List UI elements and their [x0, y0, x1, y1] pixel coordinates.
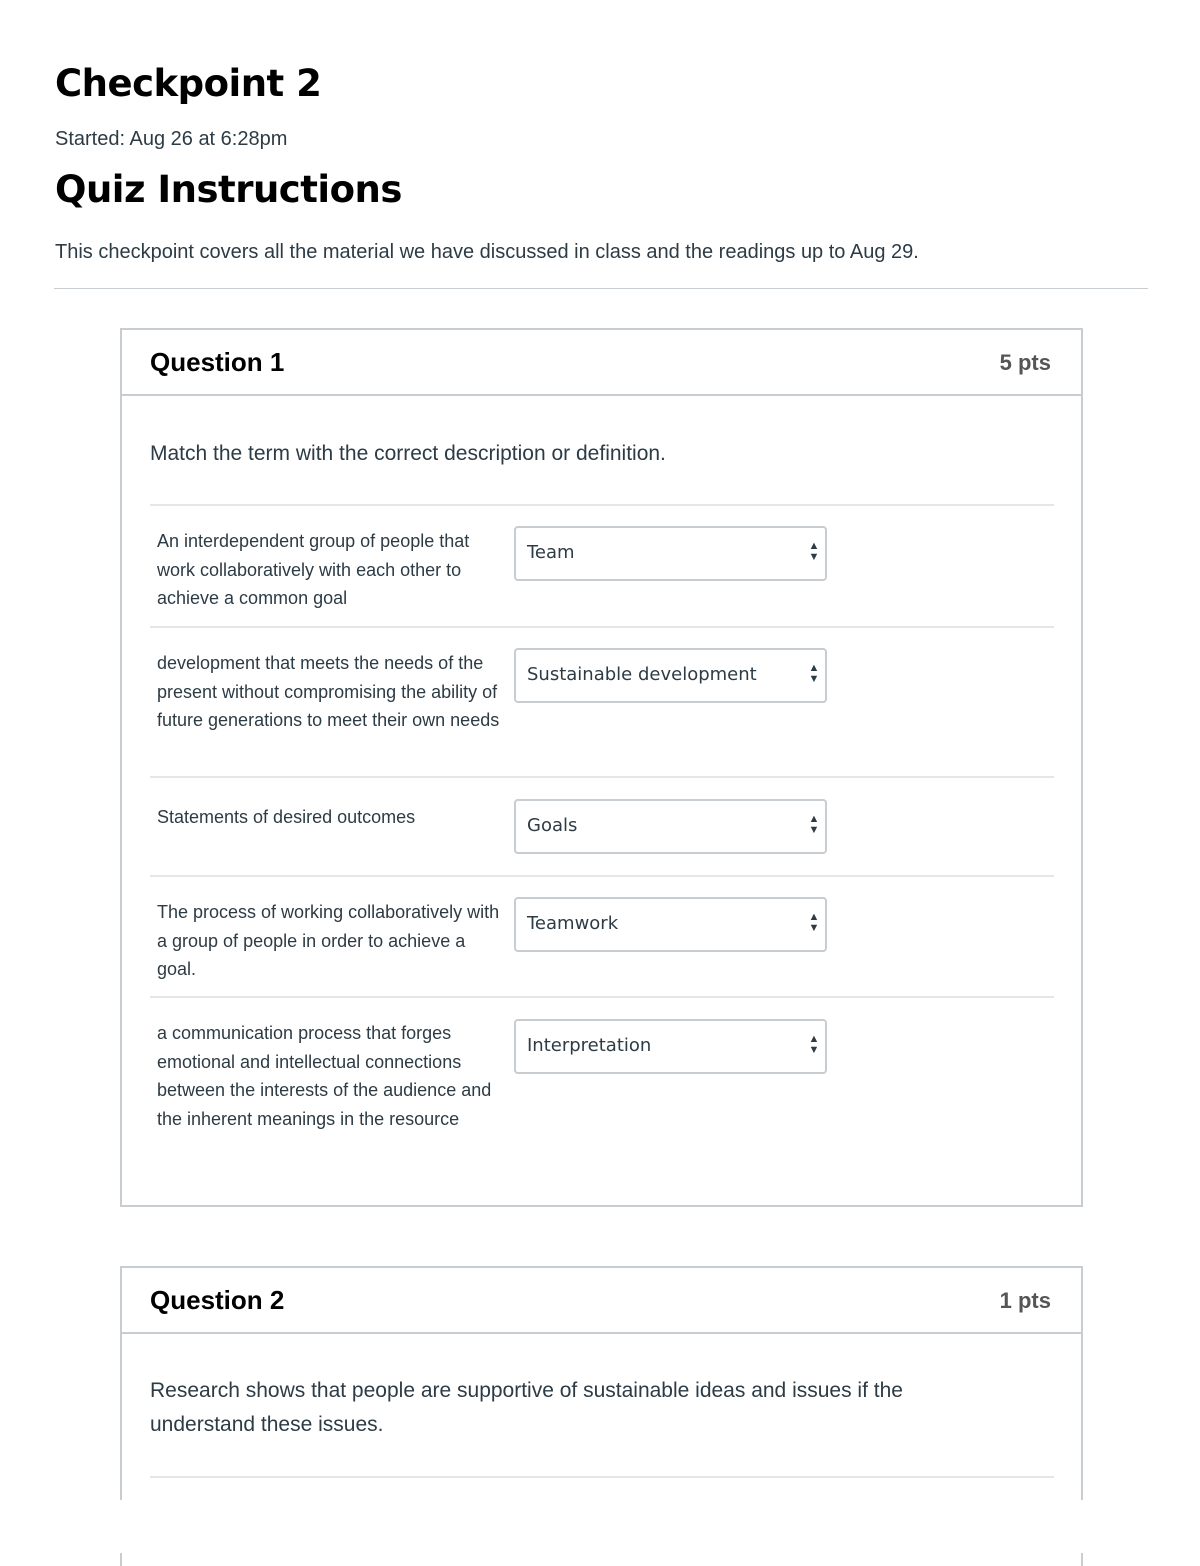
selected-value: Team: [527, 542, 575, 563]
matching-row: [150, 996, 1054, 1176]
question-header: [122, 330, 1081, 396]
question-header: [122, 1268, 1081, 1334]
quiz-instructions-text: This checkpoint covers all the material we have discussed in class and the readings up to Aug 29.: [55, 241, 919, 263]
matching-row: [150, 504, 1054, 626]
sort-arrows-icon: ▲ ▼: [808, 911, 820, 934]
answer-select[interactable]: [514, 897, 827, 952]
selected-value: Interpretation: [527, 1035, 652, 1056]
matching-row: [150, 626, 1054, 776]
question-text: Match the term with the correct description or definition.: [150, 442, 666, 465]
question-text: Research shows that people are supportive of sustainable ideas and issues if the understand these issues.: [150, 1379, 903, 1436]
matching-term: The process of working collaboratively with a group of people in order to achieve a goal.: [157, 902, 500, 979]
divider: [54, 288, 1148, 289]
started-timestamp: Started: Aug 26 at 6:28pm: [55, 128, 288, 150]
quiz-title: Checkpoint 2: [55, 62, 322, 105]
page-bottom-margin: [0, 1500, 1200, 1553]
quiz-instructions-heading: Quiz Instructions: [55, 168, 402, 211]
question-1: [120, 328, 1083, 1207]
answer-select[interactable]: [514, 799, 827, 854]
question-name: Question 2: [150, 1285, 285, 1315]
matching-term: Statements of desired outcomes: [157, 807, 416, 827]
question-name: Question 1: [150, 347, 285, 377]
selected-value: Sustainable development: [527, 664, 757, 685]
matching-term: An interdependent group of people that work collaboratively with each other to achieve a common goal: [157, 531, 470, 608]
sort-arrows-icon: ▲ ▼: [808, 662, 820, 685]
selected-value: Goals: [527, 815, 578, 836]
question-points: 1 pts: [999, 1288, 1051, 1313]
answer-select[interactable]: [514, 526, 827, 581]
matching-term: a communication process that forges emotional and intellectual connections between the interests of the audience and the inherent meanings in the resource: [157, 1023, 492, 1129]
matching-answers: [150, 504, 1054, 1176]
sort-arrows-icon: ▲ ▼: [808, 540, 820, 563]
sort-arrows-icon: ▲ ▼: [808, 813, 820, 836]
matching-row: [150, 875, 1054, 996]
selected-value: Teamwork: [527, 913, 619, 934]
matching-row: [150, 776, 1054, 875]
sort-arrows-icon: ▲ ▼: [808, 1033, 820, 1056]
question-points: 5 pts: [999, 350, 1051, 375]
divider: [150, 1476, 1054, 1478]
answer-select[interactable]: [514, 1019, 827, 1074]
matching-term: development that meets the needs of the present without compromising the ability of future generations to meet their own needs: [157, 653, 500, 730]
answer-select[interactable]: [514, 648, 827, 703]
